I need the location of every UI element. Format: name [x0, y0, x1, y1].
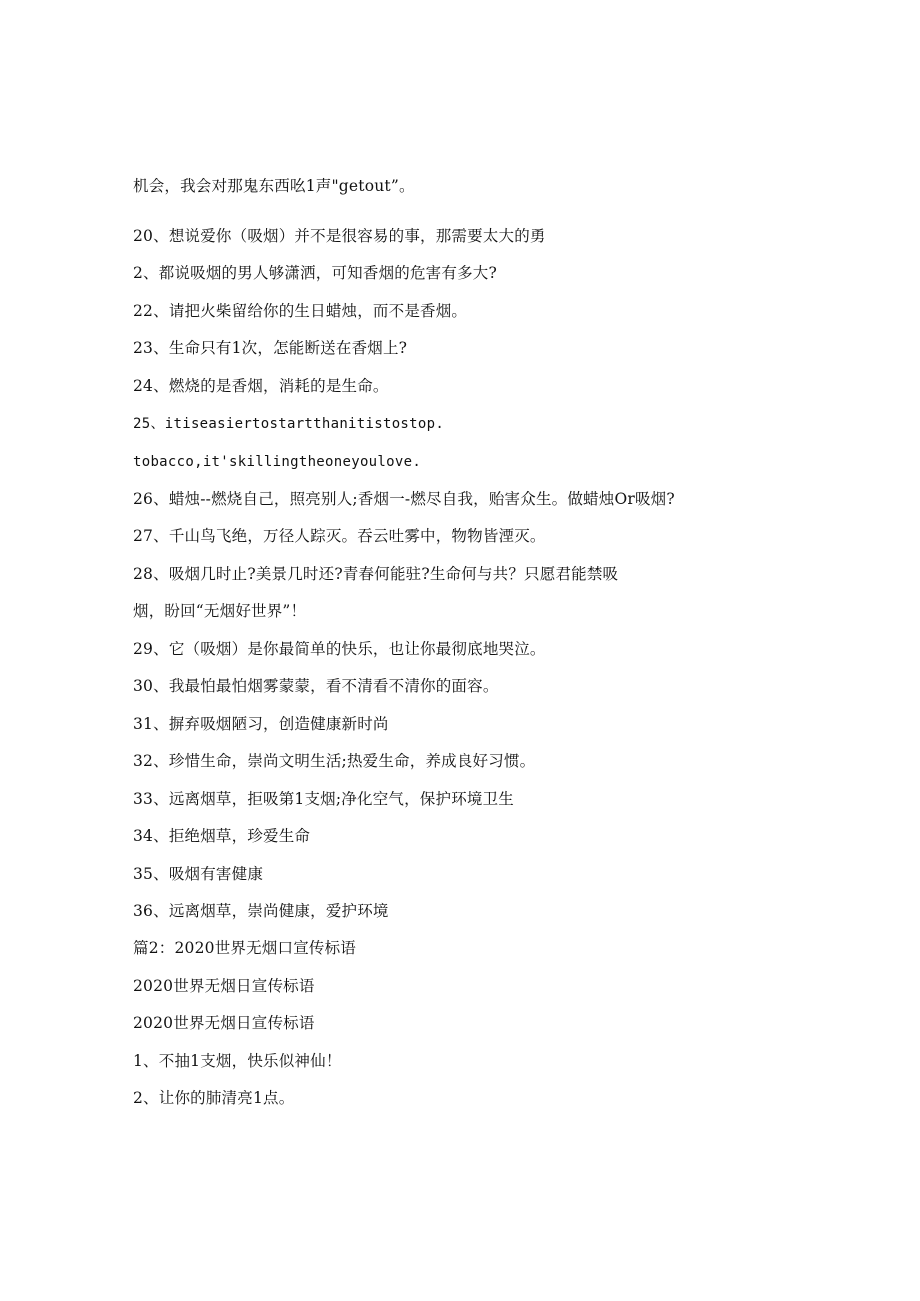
text-line: 20、想说爱你（吸烟）并不是很容易的事，那需要太大的勇 — [133, 227, 546, 245]
text-line: 2020世界无烟日宣传标语 — [133, 1014, 315, 1032]
text-line: 25、itiseasiertostartthanitistostop. — [133, 416, 445, 432]
text-line: 27、千山鸟飞绝，万径人踪灭。吞云吐雾中，物物皆湮灭。 — [133, 527, 546, 545]
text-line: 机会，我会对那鬼东西吆1声"getout”。 — [133, 177, 415, 195]
text-line: 24、燃烧的是香烟，消耗的是生命。 — [133, 377, 389, 395]
text-line: 烟，盼回“无烟好世界”！ — [133, 602, 307, 620]
text-line: 30、我最怕最怕烟雾蒙蒙，看不清看不清你的面容。 — [133, 677, 499, 695]
text-line: 2、让你的肺清亮1点。 — [133, 1089, 295, 1107]
text-line: 32、珍惜生命，崇尚文明生活;热爱生命，养成良好习惯。 — [133, 752, 536, 770]
text-line: 28、吸烟几时止?美景几时还?青春何能驻?生命何与共？只愿君能禁吸 — [133, 565, 619, 583]
text-line: 22、请把火柴留给你的生日蜡烛，而不是香烟。 — [133, 302, 468, 320]
text-line: 1、不抽1支烟，快乐似神仙！ — [133, 1052, 342, 1070]
text-line: tobacco,it'skillingtheoneyoulove. — [133, 454, 422, 470]
text-line: 2020世界无烟日宣传标语 — [133, 977, 315, 995]
text-line: 23、生命只有1次，怎能断送在香烟上? — [133, 339, 408, 357]
section-heading: 篇2：2020世界无烟口宣传标语 — [133, 939, 357, 957]
text-line: 33、远离烟草，拒吸第1支烟;净化空气，保护环境卫生 — [133, 790, 515, 808]
text-line: 34、拒绝烟草，珍爱生命 — [133, 827, 311, 845]
text-line: 29、它（吸烟）是你最简单的快乐，也让你最彻底地哭泣。 — [133, 640, 546, 658]
text-line: 31、摒弃吸烟陋习，创造健康新时尚 — [133, 715, 389, 733]
text-line: 2、都说吸烟的男人够潇洒，可知香烟的危害有多大? — [133, 264, 497, 282]
text-line: 36、远离烟草，崇尚健康，爱护环境 — [133, 902, 389, 920]
text-line: 35、吸烟有害健康 — [133, 865, 264, 883]
text-line: 26、蜡烛--燃烧自己，照亮别人;香烟一-燃尽自我，贻害众生。做蜡烛Or吸烟? — [133, 490, 675, 508]
